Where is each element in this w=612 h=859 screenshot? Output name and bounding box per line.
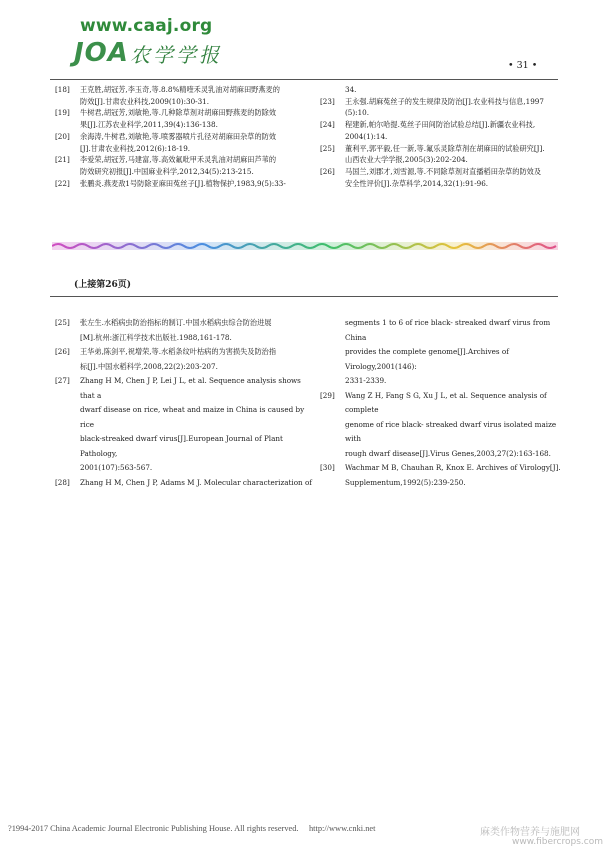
watermark-url: www.fibercrops.com (512, 837, 603, 847)
reference-line: 余海涛,牛树君,刘敏艳,等.喷雾器喷片孔径对胡麻田杂草的防效 (80, 131, 277, 141)
reference-line: 防效研究初报[J].中国麻业科学,2012,34(5):213-215. (80, 166, 254, 176)
reference-line: 牛树君,胡冠芳,刘敏艳,等.几种除草剂对胡麻田野燕麦的防除效 (80, 108, 277, 118)
reference-line: 董利平,郭平毅,任一新,等.氟乐灵除草剂在胡麻田的试验研究[J]. (345, 143, 545, 153)
reference-line: 34. (345, 85, 357, 94)
reference-line: 果[J].江苏农业科学,2011,39(4):136-138. (80, 120, 218, 130)
reference-number: [20] (55, 131, 70, 141)
reference-line: 2001(107):563-567. (80, 463, 153, 472)
reference-number: [23] (320, 96, 335, 106)
reference-line: 程建新,帕尔哈提.菟丝子田间防治试验总结[J].新疆农业科技, (345, 120, 536, 130)
reference-number: [28] (55, 477, 70, 487)
reference-item (320, 96, 570, 119)
reference-number: [30] (320, 463, 335, 472)
reference-item (320, 316, 570, 389)
reference-item (55, 178, 313, 190)
reference-item (320, 166, 570, 189)
reference-line: 李爱荣,胡冠芳,马建富,等.高效氟吡甲禾灵乳油对胡麻田芦苇的 (80, 155, 277, 165)
reference-line: [M].杭州:浙江科学技术出版社.1988,161-178. (80, 332, 232, 342)
reference-list-top-left (55, 84, 313, 189)
reference-line: Wang Z H, Fang S G, Xu J L, et al. Sequence analysis of complete (345, 390, 547, 414)
reference-item (55, 84, 313, 107)
reference-line: (5):10. (345, 108, 370, 118)
section-rule (50, 296, 558, 297)
reference-number: [19] (55, 108, 70, 118)
reference-line: 张鹏炎.燕麦敌1号防除亚麻田菟丝子[J].植物保护,1983,9(5):33- (80, 178, 286, 188)
reference-line: 2004(1):14. (345, 131, 388, 141)
reference-item (55, 476, 313, 491)
reference-number: [18] (55, 85, 70, 94)
reference-line: [J].甘肃农业科技,2012(6):18-19. (80, 143, 191, 153)
reference-item (55, 374, 313, 476)
reference-item (55, 345, 313, 374)
reference-line: 防效[J].甘肃农业科技,2009(10):30-31. (80, 96, 210, 106)
reference-line: dwarf disease on rice, wheat and maize in China is caused by rice (80, 405, 305, 429)
reference-line: 标[J].中国水稻科学,2008,22(2):203-207. (80, 361, 218, 371)
reference-line: Wachmar M B, Chauhan R, Knox E. Archives of Virology[J]. (345, 463, 561, 472)
reference-number: [26] (320, 166, 335, 176)
continuation-label: (上接第26页) (74, 280, 132, 290)
journal-name: 农学学报 (130, 43, 222, 67)
header-rule (50, 79, 558, 80)
site-url[interactable]: www.caaj.org (80, 16, 213, 36)
reference-line: Supplementum,1992(5):239-250. (345, 477, 466, 487)
journal-header (58, 16, 558, 76)
reference-number: [22] (55, 178, 70, 188)
reference-line: 王永强.胡麻菟丝子的发生规律及防治[J].农业科技与信息,1997 (345, 96, 544, 106)
reference-line: segments 1 to 6 of rice black- streaked dwarf virus from China (345, 318, 551, 342)
reference-line: provides the complete genome[J].Archives of Virology,2001(146): (345, 347, 509, 371)
decorative-divider (52, 242, 558, 250)
reference-item (320, 143, 570, 166)
reference-line: black-streaked dwarf virus[J].European Journal of Plant Pathology, (80, 434, 283, 458)
copyright-text: ?1994-2017 China Academic Journal Electronic Publishing House. All rights reserved. (8, 824, 299, 833)
reference-item (320, 389, 570, 462)
reference-line: 张左生.水稻病虫防治指标的制订.中国水稻病虫综合防治进展 (80, 318, 272, 327)
reference-line: 山西农业大学学报,2005(3):202-204. (345, 155, 468, 165)
reference-line: 2331-2339. (345, 376, 387, 385)
watermark-text: 麻类作物营养与施肥网 (480, 827, 580, 838)
reference-line: Zhang H M, Chen J P, Adams M J. Molecular characterization of (80, 477, 312, 487)
reference-list-bottom-right (320, 316, 570, 490)
reference-item (55, 107, 313, 130)
reference-line: 王克胜,胡冠芳,李玉奇,等.8.8%精喹禾灵乳油对胡麻田野燕麦的 (80, 85, 280, 94)
page-number: • 31 • (508, 60, 538, 71)
reference-line: 马国兰,刘郡才,刘雪源,等.不同除草剂对直播稻田杂草的防效及 (345, 166, 542, 176)
reference-number: [21] (55, 155, 70, 165)
reference-line: rough dwarf disease[J].Virus Genes,2003,27(2):163-168. (345, 448, 551, 458)
reference-item (55, 131, 313, 154)
reference-item (320, 84, 570, 96)
reference-number: [29] (320, 390, 335, 400)
reference-line: 安全性评价[J].杂草科学,2014,32(1):91-96. (345, 178, 489, 188)
reference-line: Zhang H M, Chen J P, Lei J L, et al. Sequence analysis shows that a (80, 376, 301, 400)
reference-item (55, 316, 313, 345)
reference-list-top-right (320, 84, 570, 189)
reference-number: [26] (55, 347, 70, 356)
reference-item (320, 461, 570, 490)
cnki-link[interactable]: http://www.cnki.net (308, 824, 376, 833)
page-footer (8, 824, 375, 833)
journal-logo: JOA (74, 38, 129, 68)
reference-line: 王华弟,陈剑平,祝增荣,等.水稻条纹叶枯病的为害损失及防治指 (80, 347, 277, 356)
reference-number: [25] (320, 143, 335, 153)
reference-item (55, 154, 313, 177)
reference-list-bottom-left (55, 316, 313, 490)
reference-line: genome of rice black- streaked dwarf virus isolated maize with (345, 419, 557, 443)
reference-number: [24] (320, 120, 335, 130)
reference-number: [27] (55, 376, 70, 385)
reference-number: [25] (55, 318, 70, 327)
reference-item (320, 119, 570, 142)
